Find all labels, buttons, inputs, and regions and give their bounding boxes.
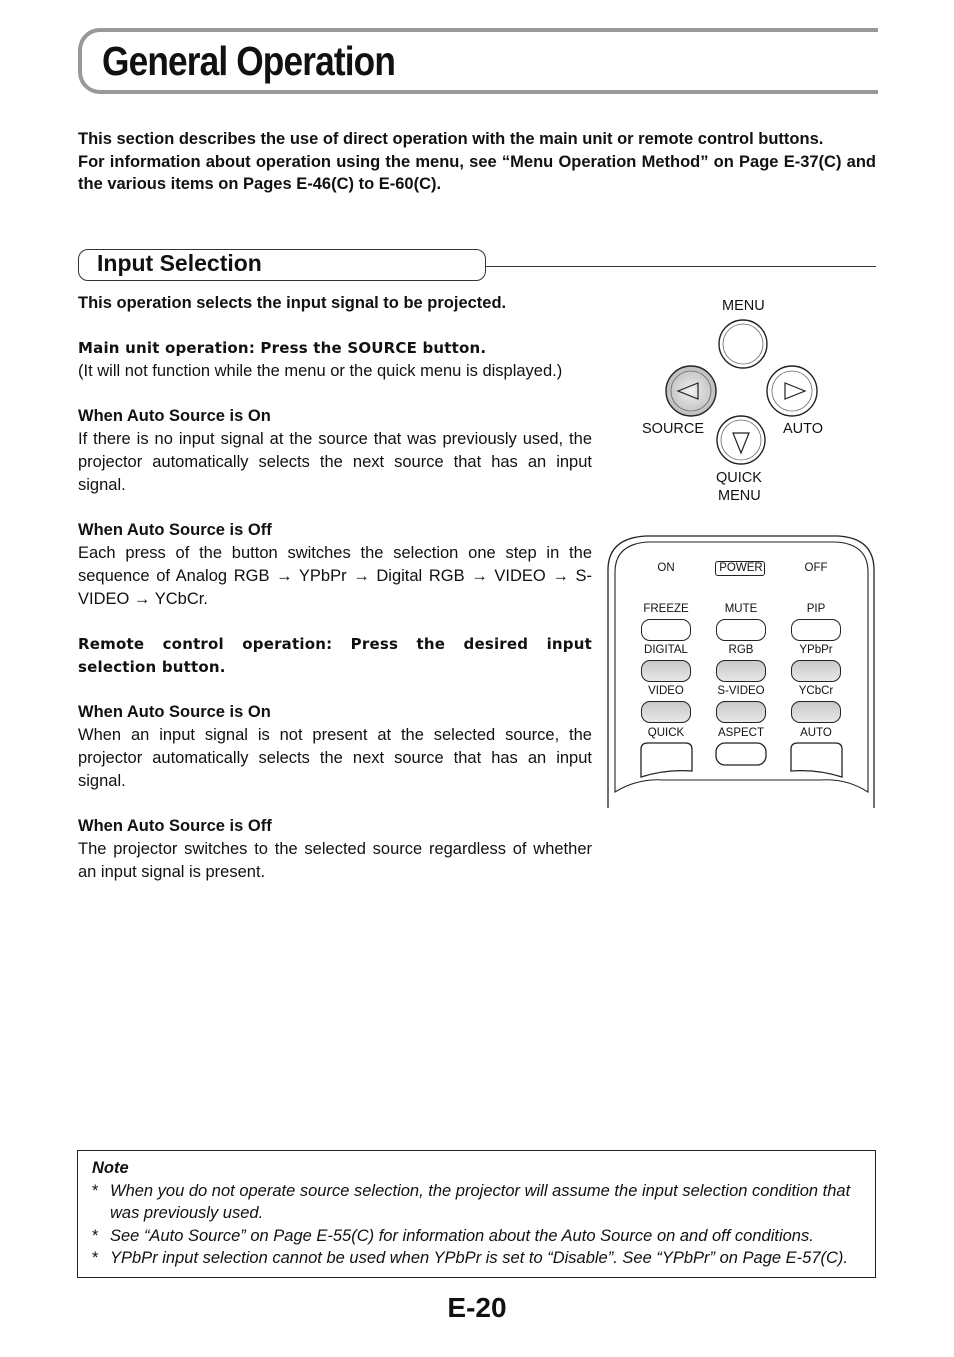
ypbpr-label: YPbPr xyxy=(799,644,833,656)
source-label: SOURCE xyxy=(642,421,705,437)
auto-remote-button[interactable] xyxy=(791,743,842,777)
section-header-rule xyxy=(486,266,876,267)
power-button-frame[interactable] xyxy=(715,561,765,576)
on-label: ON xyxy=(657,562,675,574)
quick-menu-label-2: MENU xyxy=(718,488,761,504)
quick-menu-label-1: QUICK xyxy=(716,470,762,486)
menu-button[interactable] xyxy=(719,320,767,368)
svideo-label: S-VIDEO xyxy=(717,685,765,697)
quick-label: QUICK xyxy=(647,727,685,739)
pip-button[interactable] xyxy=(791,619,841,641)
video-button[interactable] xyxy=(641,701,691,723)
auto-label: AUTO xyxy=(783,421,824,437)
aspect-label: ASPECT xyxy=(717,727,764,739)
power-label[interactable]: POWER xyxy=(719,562,763,574)
note-box xyxy=(77,1150,876,1278)
note-title: Note xyxy=(92,1159,129,1177)
note-item-1: * When you do not operate source selection, the projector will assume the input selection condition that was previously used. xyxy=(92,1180,863,1225)
auto-button[interactable] xyxy=(767,366,817,416)
source-button[interactable] xyxy=(666,366,716,416)
digital-button[interactable] xyxy=(641,660,691,682)
pip-label: PIP xyxy=(806,603,826,615)
auto-on-heading-2: When Auto Source is On xyxy=(78,703,271,721)
video-label: VIDEO xyxy=(648,685,684,697)
remote-heading: Remote control operation: Press the desired input selection button. xyxy=(78,635,592,676)
auto-off-text-1: Each press of the button switches the selection one step in the sequence of Analog RGB → YPbPr → Digital RGB → VIDEO → S-VIDEO → YCbCr. xyxy=(78,544,592,608)
off-label: OFF xyxy=(804,562,828,574)
quick-menu-button[interactable] xyxy=(717,416,765,464)
page-number: E-20 xyxy=(447,1292,507,1323)
bottom-row-buttons xyxy=(606,735,878,790)
intro xyxy=(78,128,876,196)
svideo-button[interactable] xyxy=(716,701,766,723)
note-item-3: * YPbPr input selection cannot be used when YPbPr is set to “Disable”. See “YPbPr” on Page E-57(C). xyxy=(92,1247,863,1270)
intro-paragraph-1: This section describes the use of direct operation with the main unit or remote control buttons. xyxy=(78,130,824,148)
freeze-label: FREEZE xyxy=(643,603,689,615)
note-item-2: * See “Auto Source” on Page E-55(C) for information about the Auto Source on and off conditions. xyxy=(92,1225,863,1248)
remote-control xyxy=(606,530,878,808)
intro-paragraph-2: For information about operation using the menu, see “Menu Operation Method” on Page E-37(C) and the various items on Pages E-46(C) to E-60(C). xyxy=(78,152,876,193)
ycbcr-label: YCbCr xyxy=(798,685,834,697)
auto-on-text-2: When an input signal is not present at the selected source, the projector automatically selects the next source that has an input signal. xyxy=(78,726,592,790)
auto-remote-label: AUTO xyxy=(800,727,832,739)
digital-label: DIGITAL xyxy=(644,644,688,656)
auto-on-text-1: If there is no input signal at the source that was previously used, the projector automatically selects the next source that has an input signal. xyxy=(78,430,592,494)
freeze-button[interactable] xyxy=(641,619,691,641)
ycbcr-button[interactable] xyxy=(791,701,841,723)
mute-label: MUTE xyxy=(724,603,758,615)
aspect-button[interactable] xyxy=(716,743,766,765)
section-lead: This operation selects the input signal to be projected. xyxy=(78,294,507,312)
ypbpr-button[interactable] xyxy=(791,660,841,682)
main-unit-heading: Main unit operation: Press the SOURCE button. xyxy=(78,339,487,357)
rgb-button[interactable] xyxy=(716,660,766,682)
section-title: Input Selection xyxy=(97,250,262,276)
section-body xyxy=(78,292,592,884)
main-unit-note: (It will not function while the menu or the quick menu is displayed.) xyxy=(78,362,563,380)
auto-on-heading-1: When Auto Source is On xyxy=(78,407,271,425)
page-title: General Operation xyxy=(102,38,396,84)
main-unit-panel xyxy=(630,290,850,510)
auto-off-text-2: The projector switches to the selected source regardless of whether an input signal is present. xyxy=(78,840,592,881)
auto-off-heading-2: When Auto Source is Off xyxy=(78,817,272,835)
menu-label: MENU xyxy=(722,298,765,314)
main-unit-buttons xyxy=(630,290,850,510)
mute-button[interactable] xyxy=(716,619,766,641)
quick-button[interactable] xyxy=(641,743,692,777)
auto-off-heading-1: When Auto Source is Off xyxy=(78,521,272,539)
rgb-label: RGB xyxy=(728,644,754,656)
